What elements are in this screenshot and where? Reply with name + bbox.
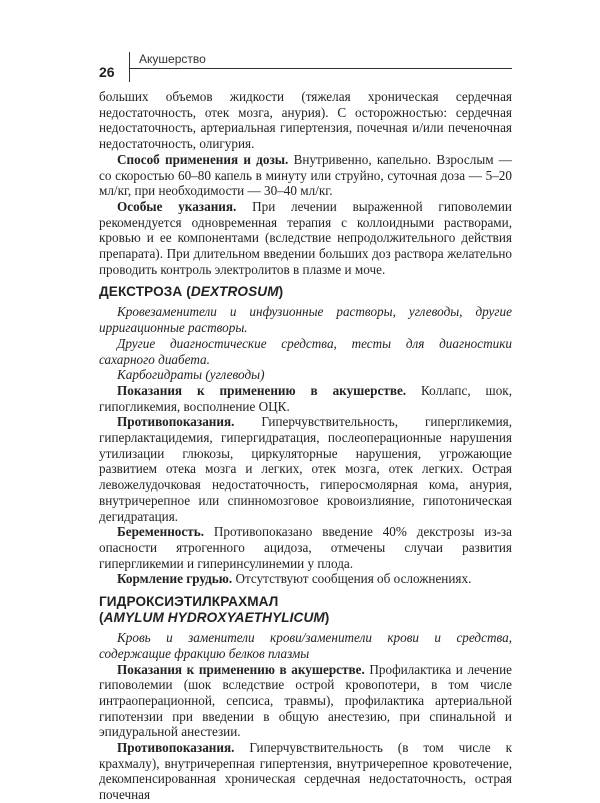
dextrose-pregnancy: Беременность. Противопоказано введение 40% декстрозы из-за опасности ятрогенного ацидоза, отмечены случаи развития гипергликемии и гиперинсулинемии у плода.: [99, 524, 512, 571]
dextrose-breastfeeding: Кормление грудью. Отсутствуют сообщения об осложнениях.: [117, 571, 472, 587]
hes-contraindications: Противопоказания. Гиперчувствительность (в том числе к крахмалу), внутричерепная гипертензия, внутричерепное кровотечение, декомпенсированная хроническая сердечная недостаточность, острая почечная: [99, 740, 512, 803]
header-horizontal-rule: [129, 68, 512, 69]
dextrose-group-1: Кровезаменители и инфузионные растворы, углеводы, другие ирригационные растворы.: [99, 304, 512, 336]
hes-heading: ГИДРОКСИЭТИЛКРАХМАЛ (AMYLUM HYDROXYAETHYLICUM): [99, 594, 330, 626]
dextrose-indications: Показания к применению в акушерстве. Коллапс, шок, гипогликемия, восполнение ОЦК.: [99, 382, 512, 414]
dextrose-group-2: Другие диагностические средства, тесты для диагностики сахарного диабета.: [99, 335, 512, 367]
page-number: 26: [99, 64, 115, 80]
special-notes-paragraph: Особые указания. При лечении выраженной гиповолемии рекомендуется одновременная терапия с коллоидными растворами, кровью и ее компонентами (вследствие непродолжительного действия препарата). При длительном введении больших доз раствора желательно проводить контроль электролитов в плазме и моче.: [99, 198, 512, 277]
hes-group-1: Кровь и заменители крови/заменители крови и средства, содержащие фракцию белков плазмы: [99, 630, 512, 661]
header-vertical-rule: [129, 52, 130, 82]
dextrose-group-3: Карбогидраты (углеводы): [117, 367, 265, 383]
page-header: [99, 52, 512, 84]
dosage-paragraph: Способ применения и дозы. Внутривенно, капельно. Взрослым — со скоростью 60–80 капель в минуту или струйно, суточная доза — 5–20 мл/кг, при необходимости — 30–40 мл/кг.: [99, 151, 512, 199]
dextrose-contraindications: Противопоказания. Гиперчувствительность, гипергликемия, гиперлактацидемия, гипергидратация, послеоперационные нарушения утилизации глюкозы, циркуляторные нарушения, угрожающие развитием отека мозга и легких, отек мозга, отек легких. Острая левожелудочковая недостаточность, гиперосмолярная кома, анурия, внутричерепное или спинномозговое кровоизлияние, гипотоническая дегидратация.: [99, 414, 512, 524]
hes-indications: Показания к применению в акушерстве. Профилактика и лечение гиповолемии (шок вследствие острой кровопотери, в том числе интраоперационной, сепсиса, травмы), профилактика артериальной гипотензии при введении в общую анестезию, при спинальной и эпидуральной анестезии.: [99, 661, 513, 740]
page-body: [99, 89, 512, 803]
running-title: Акушерство: [139, 52, 206, 66]
continued-paragraph: больших объемов жидкости (тяжелая хроническая сердечная недостаточность, отек мозга, анурия). С осторожностью: сердечная недостаточность, артериальная гипертензия, почечная и/или печеночная недостаточность, олигурия.: [99, 89, 512, 152]
dextrose-heading: ДЕКСТРОЗА (DEXTROSUM): [99, 284, 284, 300]
special-notes-label: Особые указания.: [117, 198, 237, 214]
dosage-label: Способ применения и дозы.: [117, 151, 289, 167]
